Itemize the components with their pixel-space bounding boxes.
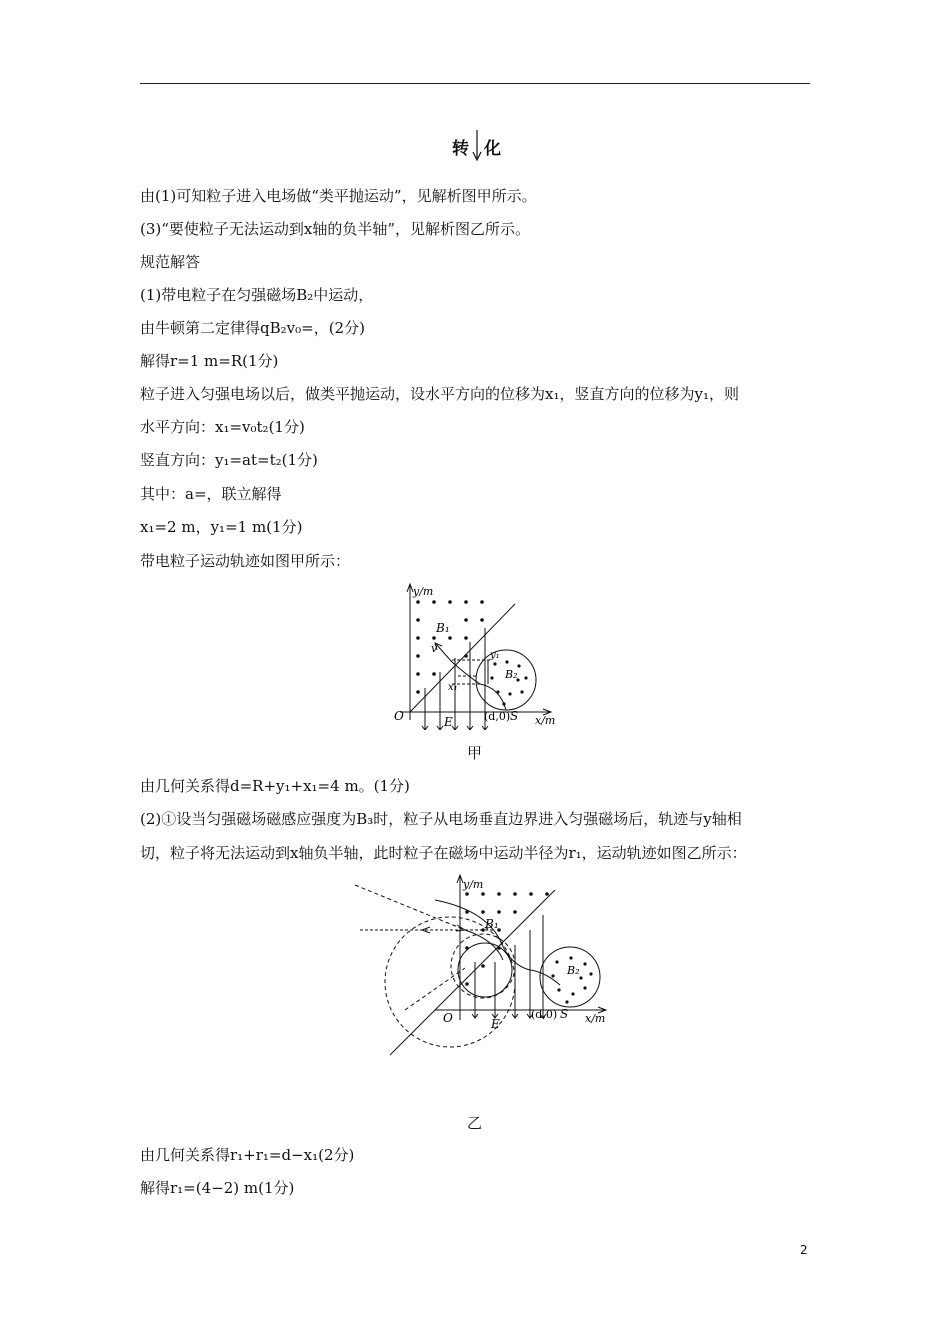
e-label: E (491, 1017, 500, 1031)
s-label: S (560, 1007, 569, 1021)
y-axis-label: y/m (413, 585, 434, 598)
down-arrow-icon (470, 128, 484, 164)
d0-label: (d,0) (531, 1008, 558, 1021)
page-number: 2 (800, 1243, 808, 1257)
section-heading (440, 132, 520, 162)
text-line: 由(1)可知粒子进入电场做“类平抛运动”，见解析图甲所示。 (140, 187, 537, 205)
text-line: 切，粒子将无法运动到x轴负半轴，此时粒子在磁场中运动半径为r₁，运动轨迹如图乙所示： (140, 844, 747, 862)
b2-label: B₂ (567, 964, 580, 977)
text-line: (3)“要使粒子无法运动到x轴的负半轴”，见解析图乙所示。 (140, 220, 531, 238)
text-line: x₁=2 m，y₁=1 m(1分) (140, 518, 303, 536)
x1-label: x₁ (448, 682, 458, 693)
s-label: S (510, 709, 519, 723)
text-line: 解得r₁=(4−2) m(1分) (140, 1179, 295, 1197)
text-line: 其中：a=，联立解得 (140, 485, 282, 503)
text-line: 规范解答 (140, 253, 201, 271)
y1-label: y₁ (490, 650, 500, 661)
text-line: 由几何关系得d=R+y₁+x₁=4 m。(1分) (140, 777, 410, 795)
x-axis-label: x/m (585, 1012, 606, 1025)
x-axis-label: x/m (535, 714, 556, 727)
v-label: v (431, 642, 438, 655)
header-rule (140, 83, 810, 84)
figure-caption-jia: 甲 (467, 744, 483, 762)
e-label: E (444, 715, 453, 729)
figure-yi (345, 870, 615, 1070)
text-line: 解得r=1 m=R(1分) (140, 352, 279, 370)
b1-label: B₁ (436, 621, 450, 635)
origin-label: O (394, 709, 404, 723)
b2-label: B₂ (505, 668, 518, 681)
text-line: 粒子进入匀强电场以后，做类平抛运动，设水平方向的位移为x₁，竖直方向的位移为y₁，则 (140, 385, 739, 403)
b1-label: B₁ (485, 917, 499, 931)
text-line: 带电粒子运动轨迹如图甲所示： (140, 552, 351, 570)
figure-jia (380, 580, 580, 730)
heading-right: 化 (484, 139, 501, 159)
text-line: 由几何关系得r₁+r₁=d−x₁(2分) (140, 1146, 355, 1164)
y-axis-label: y/m (463, 878, 484, 891)
figure-caption-yi: 乙 (467, 1114, 483, 1132)
text-line: (2)①设当匀强磁场磁感应强度为B₃时，粒子从电场垂直边界进入匀强磁场后，轨迹与y轴相 (140, 810, 742, 828)
text-line: 水平方向：x₁=v₀t₂(1分) (140, 418, 305, 436)
d0-label: (d,0) (484, 710, 511, 723)
text-line: 竖直方向：y₁=at=t₂(1分) (140, 451, 318, 469)
heading-left: 转 (452, 139, 469, 159)
origin-label: O (443, 1011, 453, 1025)
text-line: (1)带电粒子在匀强磁场B₂中运动， (140, 286, 374, 304)
text-line: 由牛顿第二定律得qB₂v₀=，(2分) (140, 319, 365, 337)
